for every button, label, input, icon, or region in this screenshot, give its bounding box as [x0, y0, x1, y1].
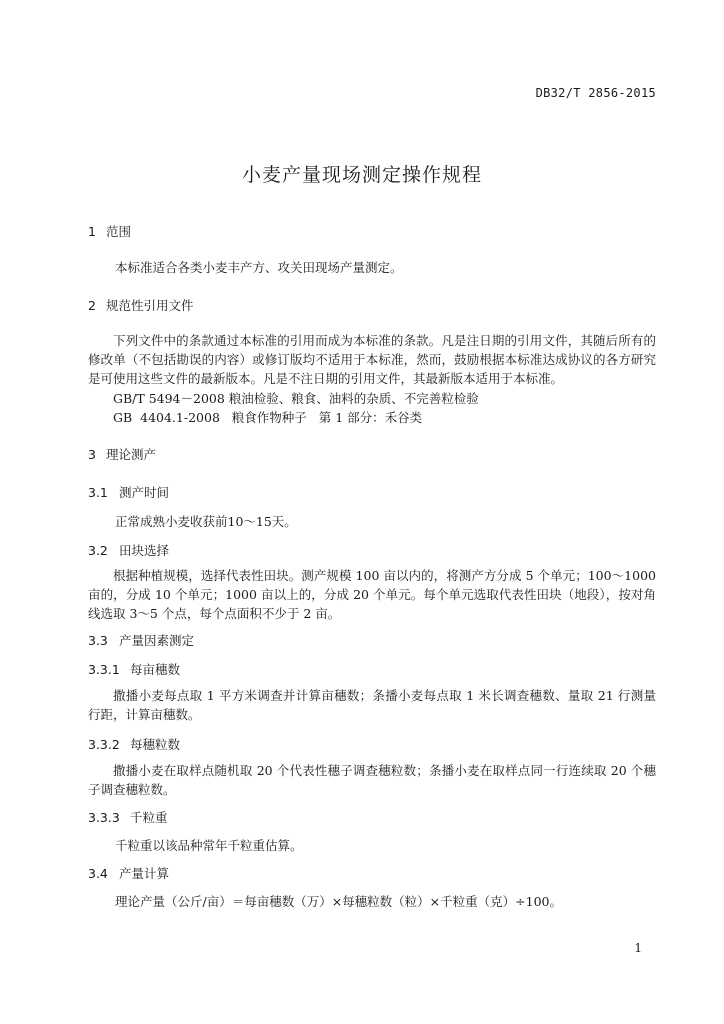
section-2-heading: [88, 296, 194, 314]
section-3-3-2-heading: [88, 735, 180, 753]
page-number: 1: [634, 941, 642, 955]
section-number: 3.2: [88, 543, 108, 558]
section-number: 3.4: [88, 866, 108, 881]
section-title: 田块选择: [119, 543, 170, 558]
section-3-3-2-text: 撒播小麦在取样点随机取 20 个代表性穗子调查穗粒数；条播小麦在取样点同一行连续取 20 个穗子调查穗粒数。: [88, 763, 656, 797]
reference-1: GB/T 5494－2008 粮油检验、粮食、油料的杂质、不完善粒检验: [113, 391, 479, 406]
section-number: 3.3.2: [88, 737, 120, 752]
section-title: 千粒重: [130, 810, 168, 825]
section-3-2-text: 根据种植规模，选择代表性田块。测产规模 100 亩以内的，将测产方分成 5 个单元；100～1000 亩的，分成 10 个单元；1000 亩以上的，分成 20 个单元。每个单元选取代表性田块（地段），按对角线选取 3～5 个点，每个点面积不少于 2 亩。: [88, 568, 656, 621]
section-1-text: 本标准适合各类小麦丰产方、攻关田现场产量测定。: [115, 260, 403, 275]
section-title: 产量计算: [119, 866, 170, 881]
section-title: 产量因素测定: [119, 633, 195, 648]
section-1-heading: [88, 222, 131, 240]
document-number: DB32/T 2856-2015: [535, 86, 656, 100]
section-number: 3.3.3: [88, 810, 120, 825]
section-title: 每亩穗数: [130, 662, 181, 677]
section-title: 规范性引用文件: [106, 298, 194, 313]
section-number: 3.3: [88, 633, 108, 648]
section-title: 范围: [106, 224, 132, 239]
section-number: 3: [88, 447, 96, 462]
section-3-3-3-heading: [88, 808, 168, 826]
page-title: 小麦产量现场测定操作规程: [241, 164, 482, 186]
section-number: 1: [88, 224, 96, 239]
section-number: 2: [88, 298, 96, 313]
section-3-3-1-heading: [88, 660, 180, 678]
section-3-1-text: 正常成熟小麦收获前10～15天。: [115, 514, 297, 529]
section-3-1-heading: [88, 483, 169, 501]
section-title: 测产时间: [119, 485, 170, 500]
reference-2: GB 4404.1-2008 粮食作物种子 第 1 部分：禾谷类: [113, 410, 423, 425]
section-3-3-heading: [88, 631, 194, 649]
section-3-heading: [88, 445, 156, 463]
section-3-3-1-text: 撒播小麦每点取 1 平方米调查并计算亩穗数；条播小麦每点取 1 米长调查穗数、量取 21 行测量行距，计算亩穗数。: [88, 688, 656, 722]
section-title: 理论测产: [106, 447, 157, 462]
section-number: 3.3.1: [88, 662, 120, 677]
section-number: 3.1: [88, 485, 108, 500]
section-3-4-heading: [88, 864, 169, 882]
section-2-paragraph: 下列文件中的条款通过本标准的引用而成为本标准的条款。凡是注日期的引用文件，其随后所有的修改单（不包括勘误的内容）或修订版均不适用于本标准，然而，鼓励根据本标准达成协议的各方研究是可使用这些文件的最新版本。凡是不注日期的引用文件，其最新版本适用于本标准。: [88, 333, 656, 386]
section-title: 每穗粒数: [130, 737, 181, 752]
section-3-2-heading: [88, 541, 169, 559]
yield-formula: 理论产量（公斤/亩）＝每亩穗数（万）×每穗粒数（粒）×千粒重（克）÷100。: [115, 894, 562, 909]
section-3-3-3-text: 千粒重以该品种常年千粒重估算。: [115, 838, 303, 853]
